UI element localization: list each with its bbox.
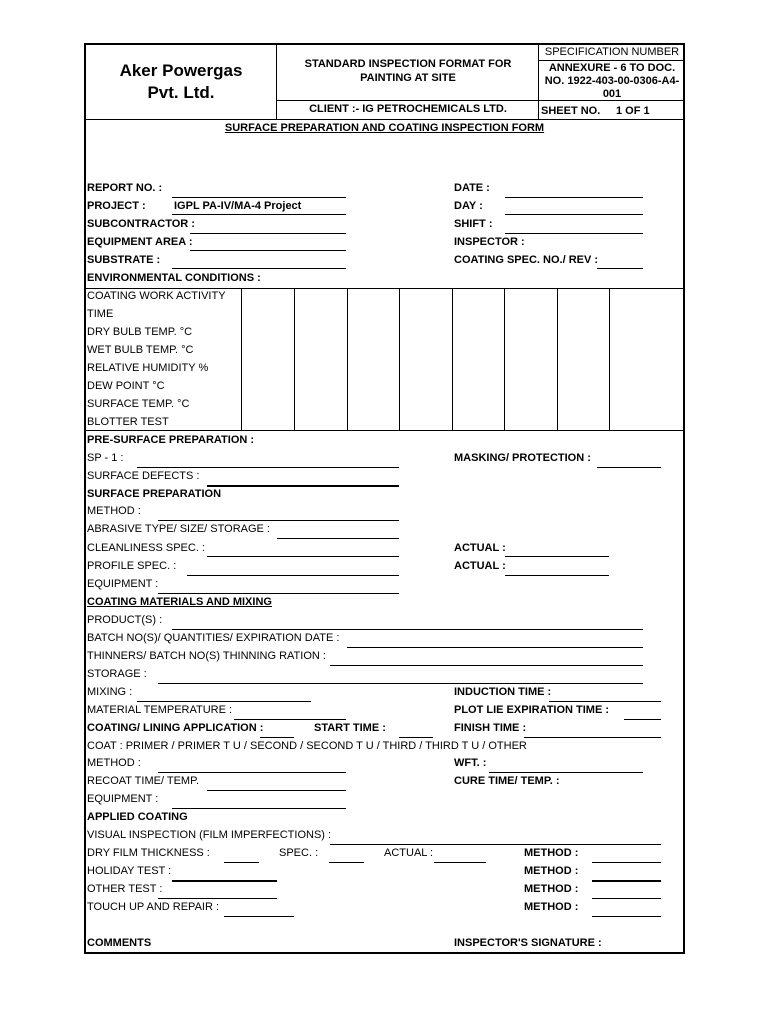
touchup-method-field[interactable] [592, 916, 661, 917]
coating-lining-field[interactable] [260, 737, 294, 738]
cleanliness-label: CLEANLINESS SPEC. : [87, 542, 205, 554]
env-col-2 [294, 288, 295, 430]
report-no-field[interactable] [172, 197, 346, 198]
day-label: DAY : [454, 200, 483, 212]
applied-coating-heading: APPLIED COATING [87, 811, 188, 823]
sheet-value: 1 OF 1 [616, 105, 650, 117]
touchup-field[interactable] [224, 916, 294, 917]
app-equipment-label: EQUIPMENT : [87, 793, 159, 805]
project-value: IGPL PA-IV/MA-4 Project [174, 200, 302, 212]
profile-field[interactable] [187, 575, 399, 576]
annexure-line3: 001 [602, 88, 622, 100]
dft-method-field[interactable] [592, 862, 661, 863]
actual-label: ACTUAL : [454, 560, 506, 572]
equipment-area-field[interactable] [190, 250, 346, 251]
equipment-area-label: EQUIPMENT AREA : [87, 236, 193, 248]
dft-method-label: METHOD : [524, 847, 579, 859]
env-col-8 [609, 288, 610, 430]
client-name: CLIENT :- IG PETROCHEMICALS LTD. [309, 103, 507, 115]
env-col-3 [347, 288, 348, 430]
method-field[interactable] [158, 520, 399, 521]
material-temp-field[interactable] [234, 719, 346, 720]
sheet-label: SHEET NO. [541, 105, 601, 117]
env-row-label: SURFACE TEMP. °C [87, 398, 190, 410]
induction-field[interactable] [549, 701, 661, 702]
other-method-label: METHOD : [524, 883, 579, 895]
dft-actual-label: ACTUAL : [384, 847, 434, 859]
coating-spec-field[interactable] [597, 268, 643, 269]
annexure-line2: NO. 1922-403-00-0306-A4- [544, 75, 680, 87]
form-title-line1: STANDARD INSPECTION FORMAT FOR [304, 58, 512, 70]
date-field[interactable] [505, 197, 643, 198]
shift-label: SHIFT : [454, 218, 493, 230]
thinners-field[interactable] [330, 665, 643, 666]
cure-label: CURE TIME/ TEMP. : [454, 775, 560, 787]
header-bottom-line [85, 119, 684, 120]
sp1-field[interactable] [137, 467, 399, 468]
report-no-label: REPORT NO. : [87, 182, 163, 194]
app-method-field[interactable] [158, 772, 346, 773]
products-label: PRODUCT(S) : [87, 614, 163, 626]
mixing-label: MIXING : [87, 686, 133, 698]
batch-field[interactable] [347, 647, 643, 648]
subcontractor-field[interactable] [190, 233, 346, 234]
section-title: SURFACE PREPARATION AND COATING INSPECTION FORM [224, 122, 545, 134]
env-grid-top [85, 288, 684, 289]
batch-label: BATCH NO(S)/ QUANTITIES/ EXPIRATION DATE : [87, 632, 340, 644]
app-method-label: METHOD : [87, 757, 141, 769]
dft-label: DRY FILM THICKNESS : [87, 847, 210, 859]
env-row-label: COATING WORK ACTIVITY [87, 290, 226, 302]
wft-label: WFT. : [454, 757, 487, 769]
dft-spec-label: SPEC. : [279, 847, 319, 859]
env-row-label: BLOTTER TEST [87, 416, 169, 428]
env-col-7 [557, 288, 558, 430]
environmental-label: ENVIRONMENTAL CONDITIONS : [87, 272, 261, 284]
shift-field[interactable] [505, 233, 643, 234]
env-col-5 [452, 288, 453, 430]
finish-time-field[interactable] [524, 737, 661, 738]
substrate-label: SUBSTRATE : [87, 254, 161, 266]
induction-label: INDUCTION TIME : [454, 686, 552, 698]
start-time-label: START TIME : [314, 722, 386, 734]
comments-label: COMMENTS [87, 937, 152, 949]
pre-surface-heading: PRE-SURFACE PREPARATION : [87, 434, 255, 446]
cleanliness-field[interactable] [207, 556, 399, 557]
finish-time-label: FINISH TIME : [454, 722, 527, 734]
method-label: METHOD : [87, 505, 141, 517]
material-temp-label: MATERIAL TEMPERATURE : [87, 704, 233, 716]
company-name: Aker Powergas [119, 61, 243, 80]
env-col-6 [504, 288, 505, 430]
start-time-field[interactable] [399, 737, 433, 738]
holiday-field[interactable] [172, 880, 277, 882]
env-row-label: DRY BULB TEMP. °C [87, 326, 193, 338]
subcontractor-label: SUBCONTRACTOR : [87, 218, 195, 230]
day-field[interactable] [505, 214, 643, 215]
coating-spec-label: COATING SPEC. NO./ REV : [454, 254, 599, 266]
products-field[interactable] [172, 629, 643, 630]
form-title-line2: PAINTING AT SITE [360, 72, 456, 84]
storage-label: STORAGE : [87, 668, 147, 680]
date-label: DATE : [454, 182, 490, 194]
equipment-label: EQUIPMENT : [87, 578, 159, 590]
env-row-label: DEW POINT °C [87, 380, 165, 392]
profile-actual-field[interactable] [505, 575, 609, 576]
pot-life-label: PLOT LIE EXPIRATION TIME : [454, 704, 610, 716]
project-field[interactable] [172, 214, 346, 215]
holiday-label: HOLIDAY TEST : [87, 865, 172, 877]
company-suffix: Pvt. Ltd. [147, 83, 215, 102]
env-col-4 [399, 288, 400, 430]
masking-field[interactable] [597, 467, 661, 468]
thinners-label: THINNERS/ BATCH NO(S) THINNING RATION : [87, 650, 326, 662]
abrasive-field[interactable] [277, 538, 399, 539]
sp1-label: SP - 1 : [87, 452, 124, 464]
holiday-method-field[interactable] [592, 880, 661, 882]
wft-field[interactable] [489, 772, 643, 773]
recoat-label: RECOAT TIME/ TEMP. [87, 775, 200, 787]
other-test-field[interactable] [158, 898, 277, 899]
cleanliness-actual-field[interactable] [505, 556, 609, 557]
storage-field[interactable] [158, 683, 643, 684]
coating-materials-heading: COATING MATERIALS AND MIXING [87, 596, 272, 608]
recoat-field[interactable] [207, 790, 346, 791]
signature-label: INSPECTOR'S SIGNATURE : [454, 937, 602, 949]
annexure-line1: ANNEXURE - 6 TO DOC. [548, 62, 676, 74]
actual-label: ACTUAL : [454, 542, 506, 554]
abrasive-label: ABRASIVE TYPE/ SIZE/ STORAGE : [87, 523, 270, 535]
surface-defects-label: SURFACE DEFECTS : [87, 470, 200, 482]
env-row-label: TIME [87, 308, 114, 320]
substrate-field[interactable] [172, 268, 346, 269]
coat-options: COAT : PRIMER / PRIMER T U / SECOND / SECOND T U / THIRD / THIRD T U / OTHER [87, 740, 527, 752]
env-row-label: RELATIVE HUMIDITY % [87, 362, 209, 374]
header-divider-left [276, 44, 277, 120]
dft-actual-field[interactable] [434, 862, 486, 863]
pot-life-field[interactable] [624, 719, 661, 720]
dft-spec-field[interactable] [329, 862, 364, 863]
visual-field[interactable] [330, 844, 661, 845]
profile-label: PROFILE SPEC. : [87, 560, 177, 572]
touchup-method-label: METHOD : [524, 901, 579, 913]
coating-lining-label: COATING/ LINING APPLICATION : [87, 722, 264, 734]
masking-label: MASKING/ PROTECTION : [454, 452, 591, 464]
touchup-label: TOUCH UP AND REPAIR : [87, 901, 220, 913]
other-test-label: OTHER TEST : [87, 883, 163, 895]
surface-prep-heading: SURFACE PREPARATION [87, 488, 222, 500]
app-equipment-field[interactable] [172, 808, 346, 809]
spec-number-label: SPECIFICATION NUMBER [544, 46, 680, 58]
equipment-field[interactable] [158, 593, 399, 594]
other-method-field[interactable] [592, 898, 661, 899]
env-col-1 [241, 288, 242, 430]
inspector-label: INSPECTOR : [454, 236, 525, 248]
env-row-label: WET BULB TEMP. °C [87, 344, 194, 356]
surface-defects-field[interactable] [207, 485, 399, 487]
mixing-field[interactable] [137, 701, 311, 702]
spec-label-line [538, 60, 684, 61]
holiday-method-label: METHOD : [524, 865, 579, 877]
dft-field[interactable] [224, 862, 259, 863]
header-divider-right [538, 44, 539, 120]
env-grid-bottom [85, 430, 684, 431]
project-label: PROJECT : [87, 200, 146, 212]
visual-label: VISUAL INSPECTION (FILM IMPERFECTIONS) : [87, 829, 332, 841]
